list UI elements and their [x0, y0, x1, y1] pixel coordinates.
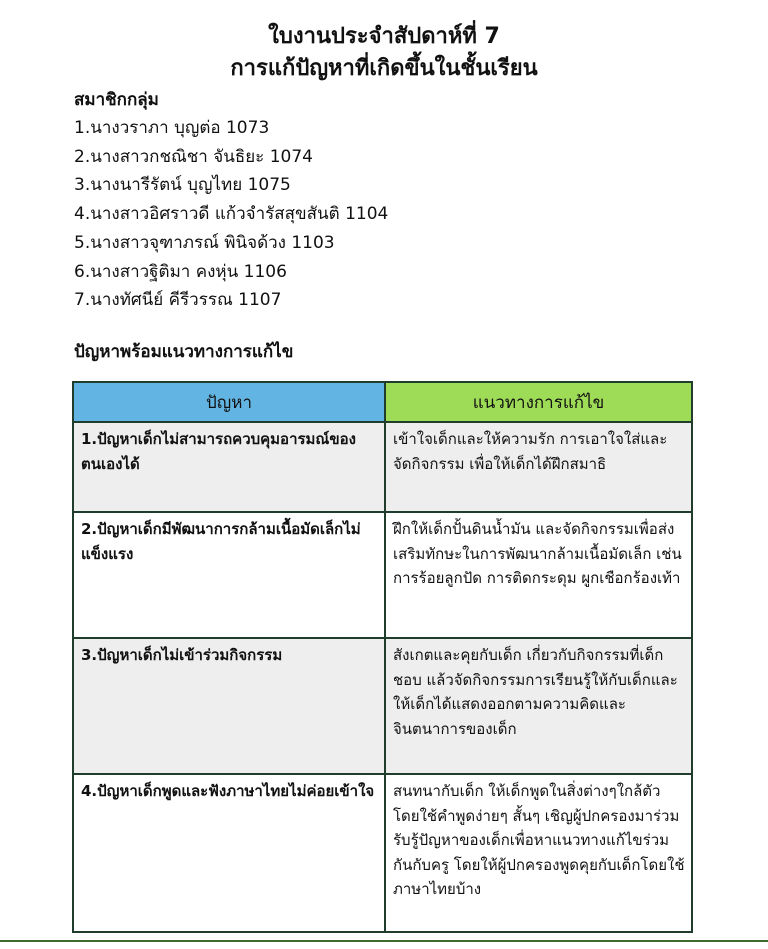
worksheet-subtitle: การแก้ปัญหาที่เกิดขึ้นในชั้นเรียน [230, 56, 538, 81]
problem-column-header: ปัญหา [73, 382, 385, 422]
member-item: 1.นางวราภา บุญต่อ 1073 [74, 118, 270, 138]
solution-column-header: แนวทางการแก้ไข [385, 382, 692, 422]
member-item: 2.นางสาวกชณิชา จันธิยะ 1074 [74, 146, 313, 167]
problems-heading: ปัญหาพร้อมแนวทางการแก้ไข [74, 342, 294, 362]
problem-cell: 1.ปัญหาเด็กไม่สามารถควบคุมอารมณ์ของตนเองได้ [73, 422, 385, 512]
member-item: 5.นางสาวจุฑาภรณ์ พินิจด้วง 1103 [74, 232, 335, 253]
solution-cell: เข้าใจเด็กและให้ความรัก การเอาใจใส่และจัดกิจกรรม เพื่อให้เด็กได้ฝึกสมาธิ [385, 422, 692, 512]
problem-solution-table [72, 381, 693, 933]
table-header-row [73, 382, 692, 422]
table-row [73, 638, 692, 774]
problem-cell: 2.ปัญหาเด็กมีพัฒนาการกล้ามเนื้อมัดเล็กไม่แข็งแรง [73, 512, 385, 638]
problem-cell: 4.ปัญหาเด็กพูดและฟังภาษาไทยไม่ค่อยเข้าใจ [73, 774, 385, 932]
worksheet-title: ใบงานประจำสัปดาห์ที่ 7 [268, 24, 500, 49]
table-row [73, 774, 692, 932]
problem-cell: 3.ปัญหาเด็กไม่เข้าร่วมกิจกรรม [73, 638, 385, 774]
member-item: 3.นางนารีรัตน์ บุญไทย 1075 [74, 175, 291, 196]
members-heading: สมาชิกกลุ่ม [74, 90, 159, 110]
table-row [73, 422, 692, 512]
page-bottom-divider [0, 940, 768, 942]
table-row [73, 512, 692, 638]
member-item: 7.นางทัศนีย์ คีรีวรรณ 1107 [74, 290, 282, 311]
member-item: 6.นางสาวฐิติมา คงหุ่น 1106 [74, 261, 287, 282]
solution-cell: สนทนากับเด็ก ให้เด็กพูดในสิ่งต่างๆใกล้ตัวโดยใช้คำพูดง่ายๆ สั้นๆ เชิญผู้ปกครองมาร่วมรับรู้ปัญหาของเด็กเพื่อหาแนวทางแก้ไขร่วมกันกับครู โดยให้ผู้ปกครองพูดคุยกับเด็กโดยใช้ภาษาไทยบ้าง [385, 774, 692, 932]
solution-cell: ฝึกให้เด็กปั้นดินน้ำมัน และจัดกิจกรรมเพื่อส่งเสริมทักษะในการพัฒนากล้ามเนื้อมัดเล็ก เช่น การร้อยลูกปัด การติดกระดุม ผูกเชือกร้องเท้า [385, 512, 692, 638]
members-list [74, 114, 388, 315]
solution-cell: สังเกตและคุยกับเด็ก เกี่ยวกับกิจกรรมที่เด็กชอบ แล้วจัดกิจกรรมการเรียนรู้ให้กับเด็กและให้เด็กได้แสดงออกตามความคิดและจินตนาการของเด็ก [385, 638, 692, 774]
member-item: 4.นางสาวอิศราวดี แก้วจำรัสสุขสันติ 1104 [74, 204, 389, 225]
